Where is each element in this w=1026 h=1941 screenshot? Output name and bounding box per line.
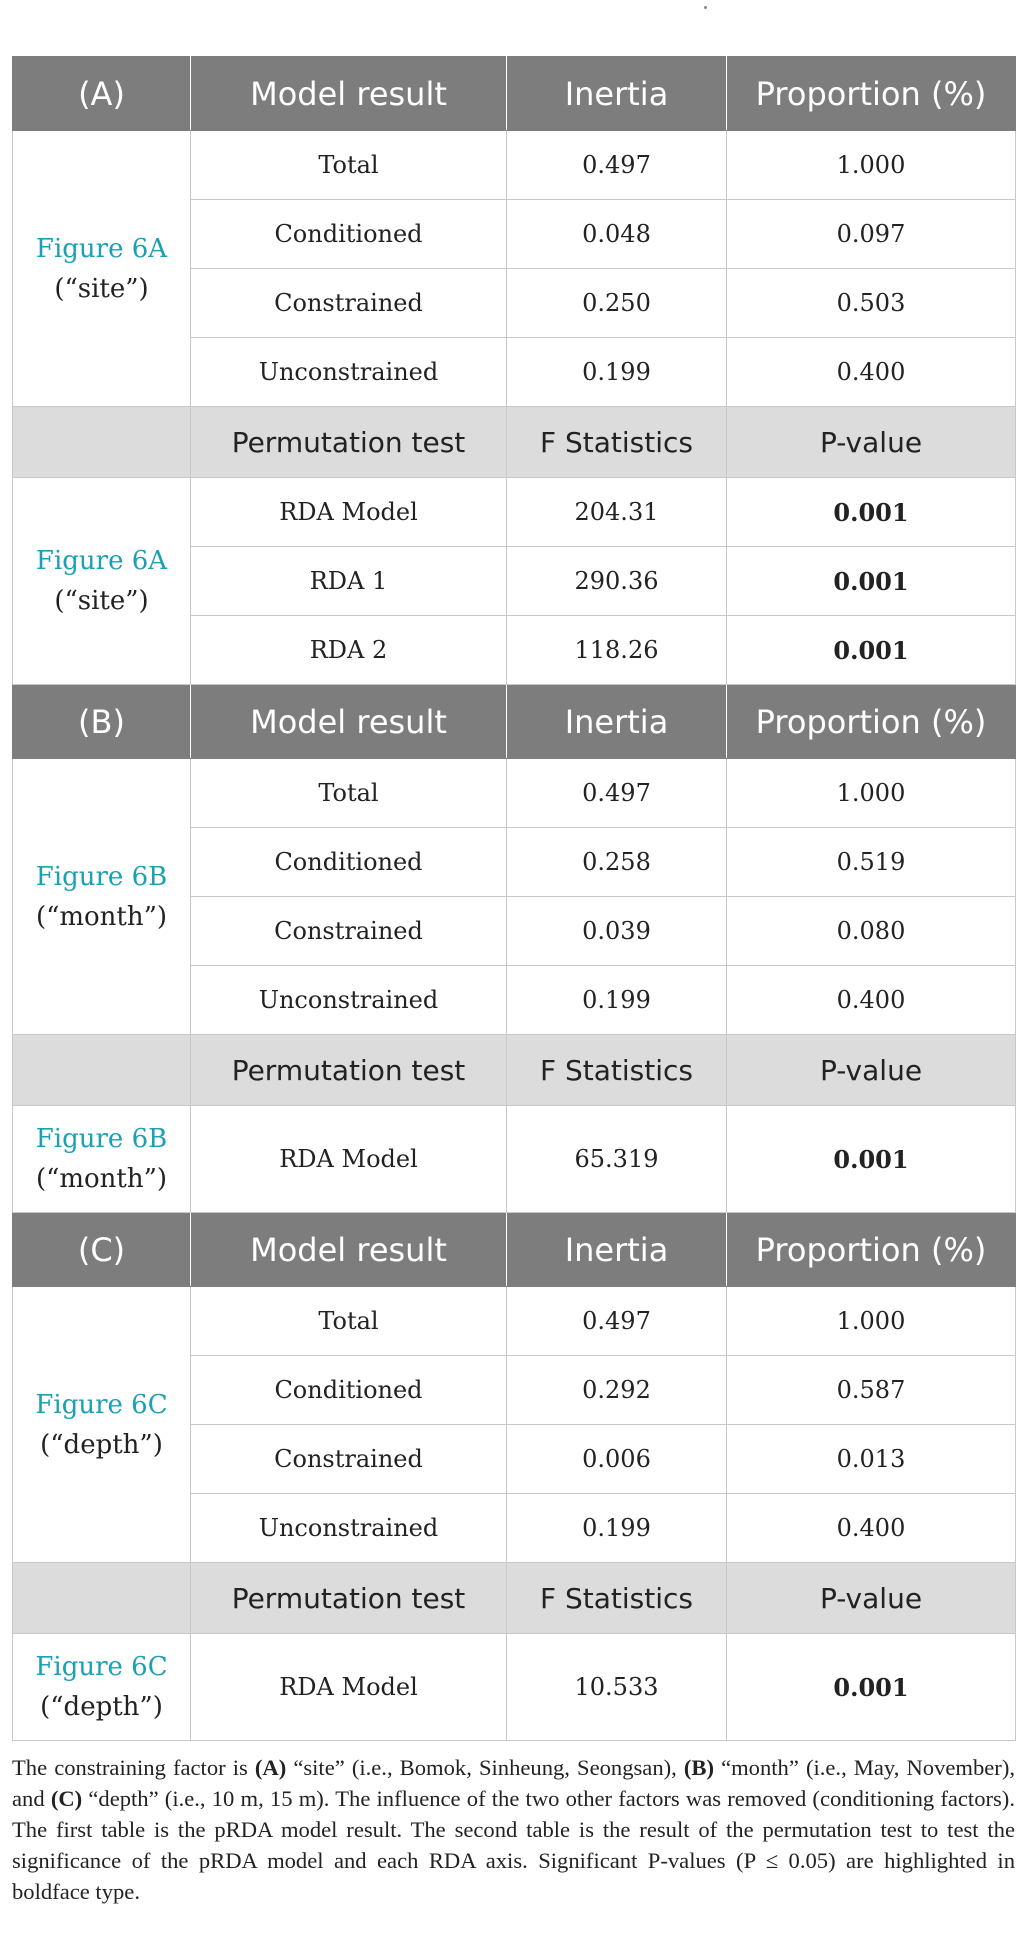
table-row xyxy=(13,1106,1016,1213)
header-proportion: Proportion (%) xyxy=(727,1213,1016,1287)
inertia-value: 0.006 xyxy=(507,1425,727,1494)
row-name: Total xyxy=(191,131,507,200)
section-a-permutation-header xyxy=(13,407,1016,478)
figure-link[interactable]: Figure 6B xyxy=(35,1124,168,1154)
row-name: Conditioned xyxy=(191,200,507,269)
figure-reference-cell xyxy=(13,1287,191,1563)
header-f-statistics: F Statistics xyxy=(507,1563,727,1634)
inertia-value: 0.497 xyxy=(507,1287,727,1356)
row-name: RDA 1 xyxy=(191,547,507,616)
header-proportion: Proportion (%) xyxy=(727,57,1016,131)
header-permutation-test: Permutation test xyxy=(191,1035,507,1106)
p-value: 0.001 xyxy=(727,1634,1016,1741)
table-row xyxy=(13,1634,1016,1741)
figure-reference-cell xyxy=(13,131,191,407)
factor-label: (“depth”) xyxy=(40,1429,163,1460)
header-model-result: Model result xyxy=(191,685,507,759)
header-p-value: P-value xyxy=(727,407,1016,478)
table-row xyxy=(13,478,1016,547)
figure-reference-cell xyxy=(13,759,191,1035)
p-value: 0.001 xyxy=(727,478,1016,547)
header-permutation-test: Permutation test xyxy=(191,407,507,478)
inertia-value: 0.199 xyxy=(507,1494,727,1563)
p-value: 0.001 xyxy=(727,616,1016,685)
caption-text: The constraining factor is xyxy=(12,1755,255,1780)
row-name: Constrained xyxy=(191,1425,507,1494)
proportion-value: 0.013 xyxy=(727,1425,1016,1494)
row-name: Conditioned xyxy=(191,1356,507,1425)
header-inertia: Inertia xyxy=(507,1213,727,1287)
proportion-value: 0.400 xyxy=(727,966,1016,1035)
row-name: Total xyxy=(191,759,507,828)
proportion-value: 1.000 xyxy=(727,759,1016,828)
header-model-result: Model result xyxy=(191,57,507,131)
proportion-value: 0.587 xyxy=(727,1356,1016,1425)
table-caption xyxy=(12,1752,1015,1907)
header-f-statistics: F Statistics xyxy=(507,407,727,478)
row-name: RDA Model xyxy=(191,1106,507,1213)
proportion-value: 0.400 xyxy=(727,338,1016,407)
proportion-value: 0.097 xyxy=(727,200,1016,269)
inertia-value: 0.039 xyxy=(507,897,727,966)
table-row xyxy=(13,1287,1016,1356)
caption-bold-a: (A) xyxy=(254,1755,287,1780)
section-a-model-header xyxy=(13,57,1016,131)
factor-label: (“depth”) xyxy=(40,1692,163,1722)
p-value: 0.001 xyxy=(727,547,1016,616)
proportion-value: 1.000 xyxy=(727,131,1016,200)
f-statistic-value: 65.319 xyxy=(507,1106,727,1213)
factor-label: (“site”) xyxy=(54,273,149,304)
row-name: Unconstrained xyxy=(191,1494,507,1563)
header-p-value: P-value xyxy=(727,1035,1016,1106)
section-c-permutation-header xyxy=(13,1563,1016,1634)
figure-link[interactable]: Figure 6C xyxy=(35,1389,168,1420)
section-label: (B) xyxy=(13,685,191,759)
factor-label: (“month”) xyxy=(35,901,168,932)
header-inertia: Inertia xyxy=(507,57,727,131)
section-b-model-header xyxy=(13,685,1016,759)
empty-header-cell xyxy=(13,1563,191,1634)
proportion-value: 0.080 xyxy=(727,897,1016,966)
inertia-value: 0.250 xyxy=(507,269,727,338)
row-name: RDA Model xyxy=(191,478,507,547)
caption-bold-b: (B) xyxy=(683,1755,714,1780)
empty-header-cell xyxy=(13,407,191,478)
table-row xyxy=(13,131,1016,200)
figure-reference-cell xyxy=(13,478,191,685)
f-statistic-value: 290.36 xyxy=(507,547,727,616)
section-c-model-header xyxy=(13,1213,1016,1287)
proportion-value: 0.503 xyxy=(727,269,1016,338)
table-row xyxy=(13,759,1016,828)
inertia-value: 0.497 xyxy=(507,759,727,828)
caption-text: “depth” (i.e., 10 m, 15 m). The influence of the two other factors was removed (conditioning factors). The first table is the pRDA model result. The second table is the result of the permutation test to test the significance of the pRDA model and each RDA axis. Significant P-values (P ≤ 0.05) are highlighted in boldface type. xyxy=(12,1786,1015,1904)
figure-link[interactable]: Figure 6A xyxy=(35,233,168,264)
p-value: 0.001 xyxy=(727,1106,1016,1213)
row-name: Constrained xyxy=(191,269,507,338)
header-f-statistics: F Statistics xyxy=(507,1035,727,1106)
stray-dot xyxy=(704,6,707,9)
proportion-value: 0.400 xyxy=(727,1494,1016,1563)
f-statistic-value: 204.31 xyxy=(507,478,727,547)
figure-reference-cell xyxy=(13,1106,191,1213)
f-statistic-value: 118.26 xyxy=(507,616,727,685)
empty-header-cell xyxy=(13,1035,191,1106)
header-proportion: Proportion (%) xyxy=(727,685,1016,759)
f-statistic-value: 10.533 xyxy=(507,1634,727,1741)
header-p-value: P-value xyxy=(727,1563,1016,1634)
row-name: Unconstrained xyxy=(191,338,507,407)
header-model-result: Model result xyxy=(191,1213,507,1287)
prda-results-table xyxy=(12,56,1016,1741)
figure-link[interactable]: Figure 6C xyxy=(35,1652,168,1682)
section-b-permutation-header xyxy=(13,1035,1016,1106)
row-name: RDA Model xyxy=(191,1634,507,1741)
section-label: (C) xyxy=(13,1213,191,1287)
header-inertia: Inertia xyxy=(507,685,727,759)
figure-link[interactable]: Figure 6A xyxy=(35,546,168,576)
inertia-value: 0.292 xyxy=(507,1356,727,1425)
caption-text: “site” (i.e., Bomok, Sinheung, Seongsan), xyxy=(286,1755,684,1780)
figure-reference-cell xyxy=(13,1634,191,1741)
section-label: (A) xyxy=(13,57,191,131)
factor-label: (“month”) xyxy=(35,1164,168,1194)
inertia-value: 0.199 xyxy=(507,966,727,1035)
caption-bold-c: (C) xyxy=(50,1786,83,1811)
caption-text: “month” (i.e., May, November), and xyxy=(12,1755,1016,1811)
figure-link[interactable]: Figure 6B xyxy=(35,861,168,892)
table-body xyxy=(13,57,1016,1741)
header-permutation-test: Permutation test xyxy=(191,1563,507,1634)
row-name: Conditioned xyxy=(191,828,507,897)
inertia-value: 0.497 xyxy=(507,131,727,200)
proportion-value: 1.000 xyxy=(727,1287,1016,1356)
row-name: Constrained xyxy=(191,897,507,966)
row-name: Unconstrained xyxy=(191,966,507,1035)
row-name: Total xyxy=(191,1287,507,1356)
inertia-value: 0.199 xyxy=(507,338,727,407)
factor-label: (“site”) xyxy=(54,586,149,616)
inertia-value: 0.048 xyxy=(507,200,727,269)
proportion-value: 0.519 xyxy=(727,828,1016,897)
row-name: RDA 2 xyxy=(191,616,507,685)
inertia-value: 0.258 xyxy=(507,828,727,897)
